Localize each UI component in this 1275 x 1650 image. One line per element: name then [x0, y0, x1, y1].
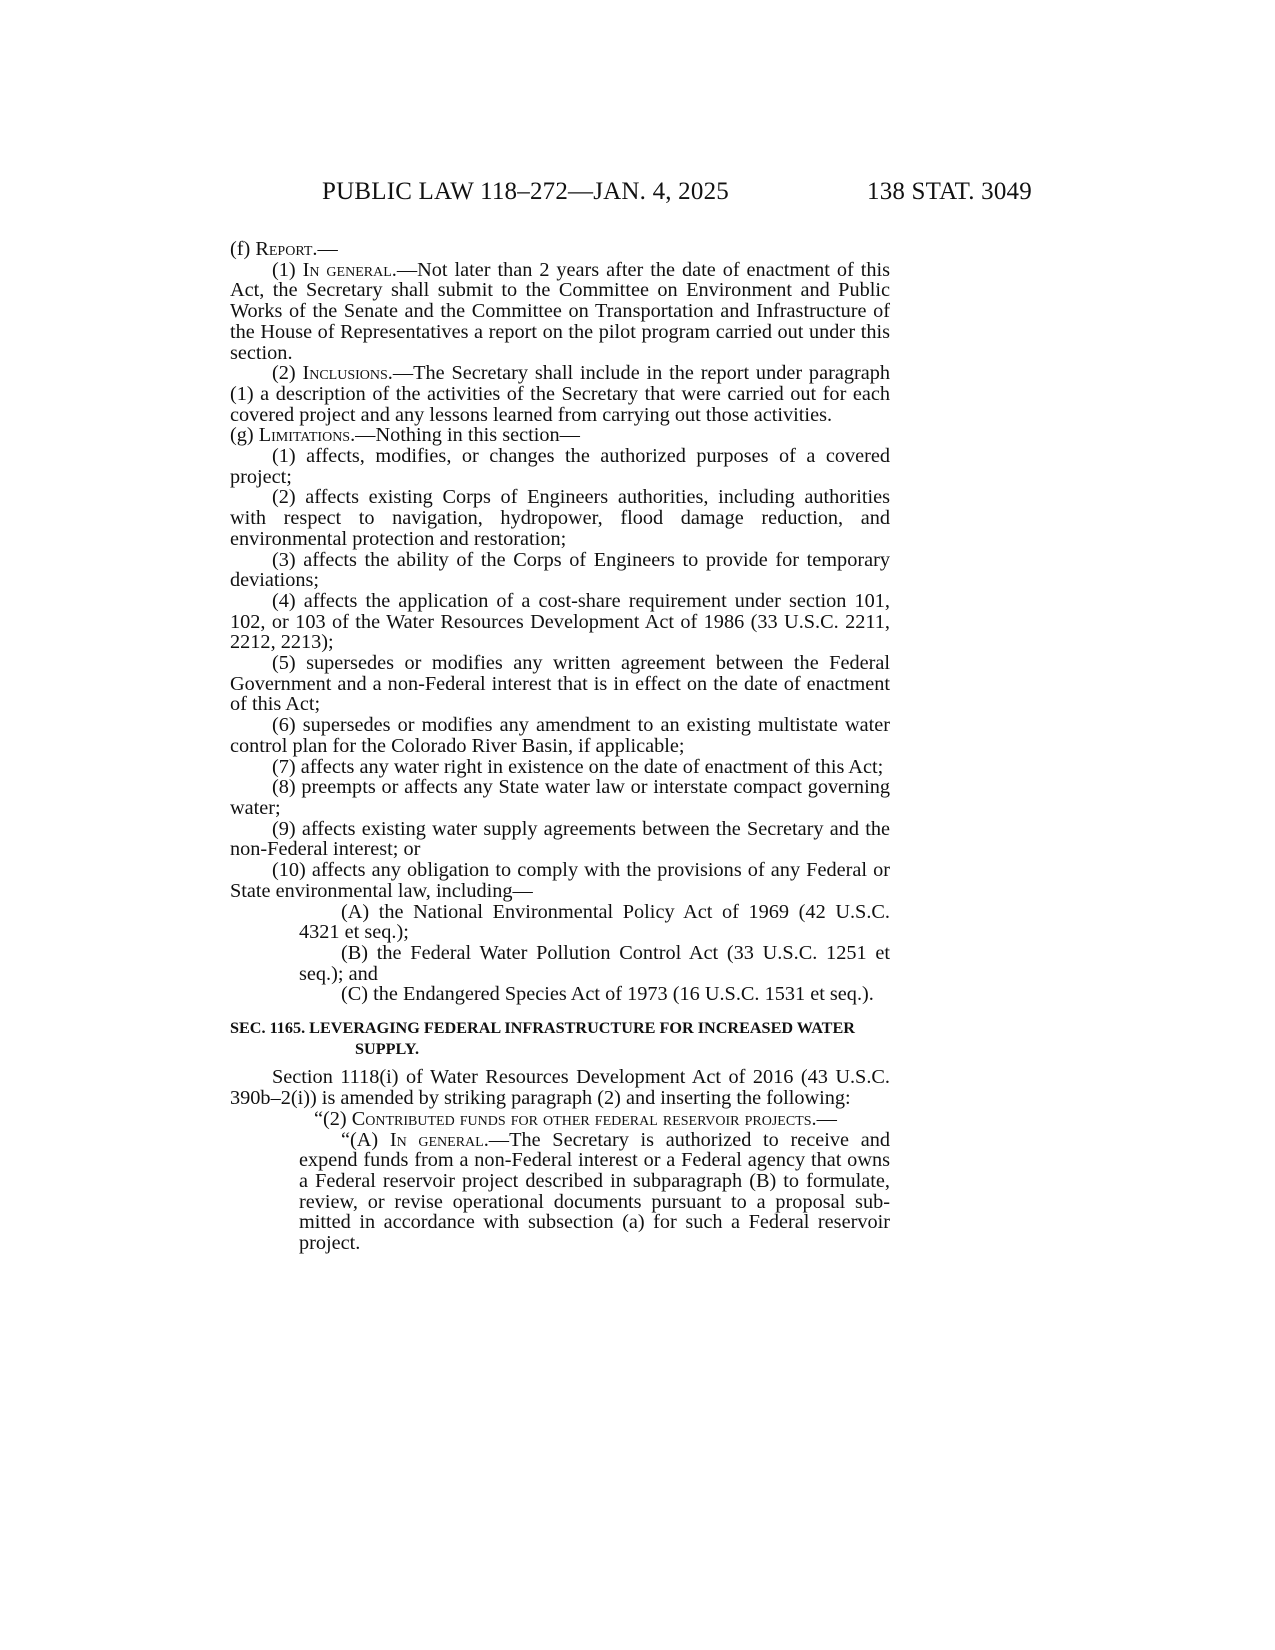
limitation-item: (8) preempts or affects any State water law or interstate compact governing water;: [230, 776, 890, 819]
sub-limitation-item: (B) the Federal Water Pollution Control Act (33 U.S.C. 1251 et seq.); and: [299, 941, 890, 985]
section-1165-heading: SEC. 1165. LEVERAGING FEDERAL INFRASTRUCTURE FOR INCREASED WATER SUPPLY.: [230, 1019, 855, 1058]
sub-limitation-item: (C) the Endangered Species Act of 1973 (16 U.S.C. 1531 et seq.).: [341, 983, 874, 1006]
limitation-item: (9) affects existing water supply agreements between the Secretary and the non-Federal interest; or: [230, 817, 890, 861]
subsection-f-report: (f) Report.—: [230, 238, 338, 260]
limitations-heading: Limitations: [258, 424, 351, 447]
report-heading: Report: [255, 238, 313, 260]
limitation-item: (4) affects the application of a cost-share requirement under section 101, 102, or 103 of the Water Resources Development Act of 1986 (33 U.S.C. 2211, 2212, 2213);: [230, 589, 890, 654]
limitation-item: (1) affects, modifies, or changes the authorized purposes of a covered project;: [230, 445, 890, 488]
running-header-title: PUBLIC LAW 118–272—JAN. 4, 2025: [322, 178, 729, 205]
limitation-item: (6) supersedes or modifies any amendment to an existing multistate water control plan for the Colorado River Basin, if applicable;: [230, 714, 890, 757]
limitation-item: (10) affects any obligation to comply with the provisions of any Federal or State environmental law, including—: [230, 859, 890, 902]
sub-limitation-item: (A) the National Environmental Policy Act of 1969 (42 U.S.C. 4321 et seq.);: [299, 900, 890, 944]
section-1165-intro: Section 1118(i) of Water Resources Development Act of 2016 (43 U.S.C. 390b–2(i)) is amended by striking paragraph (2) and inserting the following:: [230, 1066, 890, 1110]
limitation-item: (3) affects the ability of the Corps of Engineers to provide for temporary deviations;: [230, 548, 890, 592]
quoted-paragraph-2: “(2) Contributed funds for other federal reservoir projects.—: [314, 1107, 837, 1130]
contributed-funds-heading: Contributed funds for other federal reservoir projects: [351, 1107, 812, 1130]
limitation-item: (2) affects existing Corps of Engineers authorities, including authorities with respect to navigation, hydropower, flood damage reduction, and environmental protection and restoration;: [230, 486, 890, 550]
inclusions-heading: Inclusions: [302, 362, 388, 385]
in-general-heading: In general: [389, 1128, 484, 1151]
subsection-g-limitations: (g) Limitations.—Nothing in this section—: [230, 424, 580, 447]
paragraph-f2-inclusions: (2) Inclusions.—The Secretary shall include in the report under paragraph (1) a description of the activities of the Secretary that were carried out for each covered project and any lessons learned from carrying out those activities.: [230, 362, 891, 426]
paragraph-f1-in-general: (1) In general.—Not later than 2 years after the date of enactment of this Act, the Secretary shall submit to the Committee on Environment and Public Works of the Senate and the Committee on Transportation and Infrastructure of the House of Representatives a report on the pilot program carried out under this section.: [230, 258, 890, 364]
document-body: [230, 239, 890, 1254]
page-stat-number: 138 STAT. 3049: [867, 178, 1032, 205]
quoted-subparagraph-a: “(A) In general.—The Secretary is authorized to receive and expend funds from a non-Federal interest or a Federal agency that owns a Federal reservoir project described in subparagraph (B) to formulate, review, or revise operational documents pursuant to a proposal submitted in accordance with subsection (a) for such a Federal reservoir project.: [299, 1128, 890, 1255]
limitation-item: (5) supersedes or modifies any written agreement between the Federal Government and a non-Federal interest that is in effect on the date of enactment of this Act;: [230, 652, 890, 716]
in-general-heading: In general: [302, 258, 392, 281]
limitation-item: (7) affects any water right in existence on the date of enactment of this Act;: [272, 755, 884, 778]
